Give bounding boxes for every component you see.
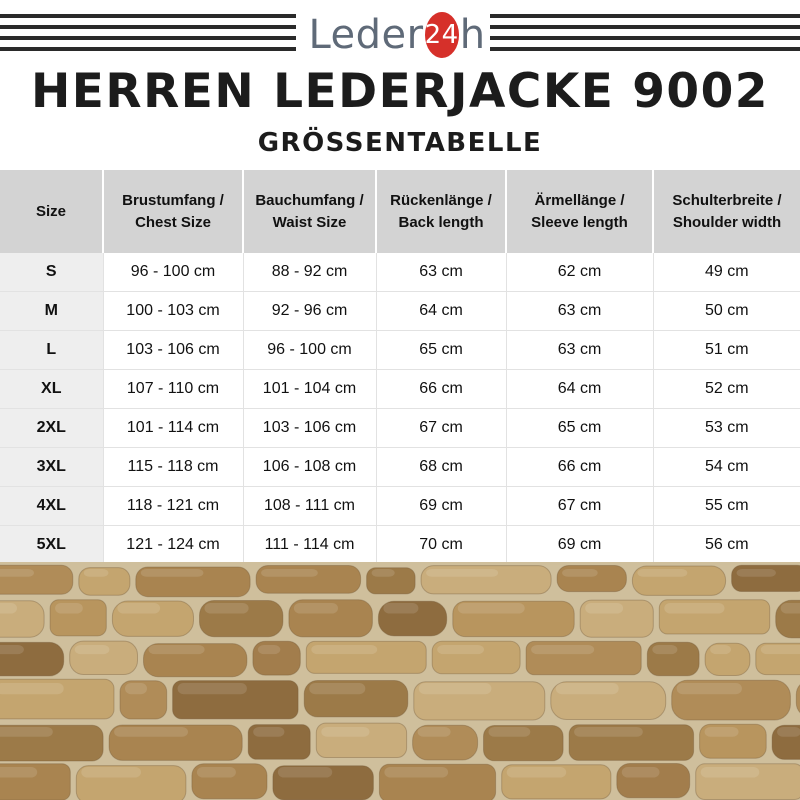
size-cell: 3XL (0, 448, 103, 487)
wall-stone-highlight (419, 683, 492, 694)
measurement-cell: 50 cm (653, 292, 800, 331)
measurement-cell: 69 cm (376, 487, 506, 526)
column-header-line: Brustumfang / (122, 191, 224, 209)
table-row (0, 487, 800, 526)
measurement-cell: 68 cm (376, 448, 506, 487)
wall-stone-highlight (205, 603, 249, 614)
measurement-cell: 69 cm (506, 526, 653, 565)
wall-stone-highlight (0, 683, 64, 694)
wall-stone-highlight (585, 603, 623, 614)
brand-logo (308, 10, 486, 60)
size-cell: 4XL (0, 487, 103, 526)
wall-stone-highlight (309, 683, 365, 694)
wall-stone-highlight (75, 645, 110, 654)
measurement-cell: 88 - 92 cm (243, 253, 376, 292)
wall-stone-highlight (701, 767, 760, 778)
wall-stone-highlight (84, 569, 109, 577)
size-cell: S (0, 253, 103, 292)
brand-text-after: h (459, 12, 486, 58)
measurement-cell: 66 cm (506, 448, 653, 487)
wall-stone-highlight (664, 603, 724, 614)
measurement-cell: 103 - 106 cm (103, 331, 243, 370)
wall-stone-highlight (0, 603, 17, 614)
size-table (0, 170, 800, 565)
measurement-cell: 63 cm (506, 331, 653, 370)
column-header-line: Bauchumfang / (255, 191, 364, 209)
wall-stone-highlight (556, 683, 619, 694)
wall-stone-highlight (311, 645, 377, 654)
wall-stone-highlight (384, 767, 448, 778)
page-title: HERREN LEDERJACKE 9002 (30, 64, 770, 119)
wall-stone-highlight (141, 569, 204, 577)
measurement-cell: 101 - 114 cm (103, 409, 243, 448)
column-header-line: Back length (398, 213, 484, 231)
stone-wall-graphic (0, 562, 800, 800)
wall-stone-highlight (418, 727, 451, 737)
wall-stone-highlight (761, 645, 800, 654)
wall-stone-highlight (114, 727, 188, 737)
wall-stone-highlight (383, 603, 418, 614)
wall-stone-highlight (677, 683, 742, 694)
wall-stone-highlight (149, 645, 205, 654)
measurement-cell: 55 cm (653, 487, 800, 526)
wall-stone-highlight (489, 727, 531, 737)
wall-stone-highlight (81, 767, 141, 778)
table-row (0, 331, 800, 370)
wall-stone (796, 680, 800, 717)
wall-stone-highlight (622, 767, 660, 778)
table-body (0, 253, 800, 565)
header (0, 0, 800, 170)
table-row (0, 409, 800, 448)
wall-stone-highlight (117, 603, 160, 614)
table-row (0, 370, 800, 409)
wall-stone-highlight (0, 767, 37, 778)
column-header-line: Size (35, 202, 66, 220)
table-header-row (0, 170, 800, 253)
wall-stone-highlight (0, 727, 53, 737)
wall-stone-highlight (437, 645, 484, 654)
column-header-line: Shoulder width (672, 213, 782, 231)
measurement-cell: 51 cm (653, 331, 800, 370)
column-header-line: Chest Size (135, 213, 211, 231)
wall-stone-highlight (777, 727, 800, 737)
wall-stone-highlight (253, 727, 284, 737)
measurement-cell: 65 cm (506, 409, 653, 448)
column-header (0, 170, 103, 253)
measurement-cell: 111 - 114 cm (243, 526, 376, 565)
wall-stone-highlight (261, 569, 318, 577)
measurement-cell: 67 cm (376, 409, 506, 448)
table-row (0, 526, 800, 565)
column-header (653, 170, 800, 253)
measurement-cell: 108 - 111 cm (243, 487, 376, 526)
measurement-cell: 103 - 106 cm (243, 409, 376, 448)
wall-stone-highlight (258, 645, 280, 654)
brand-text-before: Leder (308, 12, 424, 58)
measurement-cell: 65 cm (376, 331, 506, 370)
size-cell: XL (0, 370, 103, 409)
wall-stone-highlight (294, 603, 338, 614)
column-header-line: Waist Size (272, 213, 347, 231)
measurement-cell: 115 - 118 cm (103, 448, 243, 487)
wall-stone-highlight (705, 727, 739, 737)
wall-stone-highlight (125, 683, 147, 694)
measurement-cell: 62 cm (506, 253, 653, 292)
wall-stone-highlight (531, 645, 594, 654)
wall-stone-highlight (0, 645, 24, 654)
wall-stone-highlight (55, 603, 83, 614)
measurement-cell: 53 cm (653, 409, 800, 448)
wall-stone-highlight (321, 727, 369, 737)
wall-stone-highlight (197, 767, 236, 778)
wall-stone-highlight (737, 569, 776, 577)
measurement-cell: 49 cm (653, 253, 800, 292)
wall-stone-highlight (781, 603, 800, 614)
measurement-cell: 100 - 103 cm (103, 292, 243, 331)
measurement-cell: 63 cm (506, 292, 653, 331)
wall-stone-highlight (426, 569, 498, 577)
wall-stone-highlight (178, 683, 247, 694)
wall-stone-highlight (278, 767, 332, 778)
wall-stone-highlight (562, 569, 598, 577)
measurement-cell: 56 cm (653, 526, 800, 565)
page-subtitle: GRÖSSENTABELLE (257, 128, 543, 158)
measurement-cell: 101 - 104 cm (243, 370, 376, 409)
column-header-line: Schulterbreite / (672, 191, 782, 209)
column-header-line: Sleeve length (531, 213, 628, 231)
column-header-line: Rückenlänge / (390, 191, 492, 209)
measurement-cell: 96 - 100 cm (103, 253, 243, 292)
measurement-cell: 92 - 96 cm (243, 292, 376, 331)
measurement-cell: 64 cm (506, 370, 653, 409)
size-cell: 2XL (0, 409, 103, 448)
wall-stone-highlight (458, 603, 525, 614)
size-cell: L (0, 331, 103, 370)
decorative-stripes-right (490, 14, 800, 62)
wall-stone-highlight (507, 767, 567, 778)
measurement-cell: 107 - 110 cm (103, 370, 243, 409)
brand-badge: 24 (425, 12, 459, 58)
measurement-cell: 106 - 108 cm (243, 448, 376, 487)
wall-stone-highlight (710, 645, 731, 654)
wall-stone-highlight (637, 569, 687, 577)
measurement-cell: 66 cm (376, 370, 506, 409)
measurement-cell: 96 - 100 cm (243, 331, 376, 370)
column-header-line: Ärmellänge / (534, 191, 625, 209)
table-row (0, 448, 800, 487)
column-header (376, 170, 506, 253)
size-cell: M (0, 292, 103, 331)
measurement-cell: 67 cm (506, 487, 653, 526)
measurement-cell: 63 cm (376, 253, 506, 292)
column-header (103, 170, 243, 253)
measurement-cell: 54 cm (653, 448, 800, 487)
column-header (243, 170, 376, 253)
wall-stone-highlight (372, 569, 395, 577)
measurement-cell: 118 - 121 cm (103, 487, 243, 526)
measurement-cell: 64 cm (376, 292, 506, 331)
column-header (506, 170, 653, 253)
stone-wall-image (0, 562, 800, 800)
table-row (0, 292, 800, 331)
wall-stone-highlight (574, 727, 643, 737)
measurement-cell: 70 cm (376, 526, 506, 565)
decorative-stripes-left (0, 14, 296, 62)
measurement-cell: 52 cm (653, 370, 800, 409)
wall-stone-highlight (0, 569, 34, 577)
wall-stone-highlight (652, 645, 677, 654)
measurement-cell: 121 - 124 cm (103, 526, 243, 565)
size-cell: 5XL (0, 526, 103, 565)
table-row (0, 253, 800, 292)
